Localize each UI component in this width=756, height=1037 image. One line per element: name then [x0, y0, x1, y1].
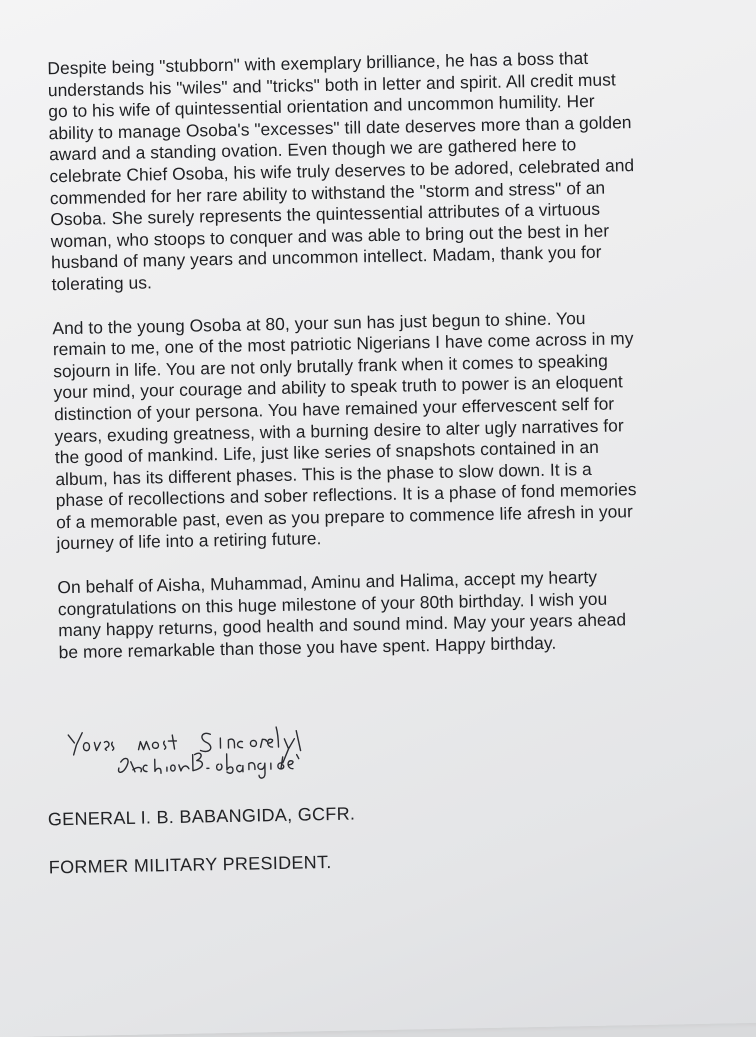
paragraph-birthday-wishes: On behalf of Aisha, Muhammad, Aminu and Halima, accept my hearty congratulations on this huge milestone of your 80th birthday. I wish you many happy returns, good health and sound mind. May your years ahead be more remarkable than those you have spent. Happy birthday. [57, 566, 627, 663]
paragraph-osoba-at-80: And to the young Osoba at 80, your sun has just begun to shine. You remain to me, one of the most patriotic Nigerians I have come across in my sojourn in life. You are not only brutally frank when it comes to speaking your mind, your courage and ability to speak truth to power is an eloquent distinction of your persona. You have remained your effervescent self for years, exuding greatness, with a burning desire to alter ugly narratives for the good of mankind. Life, just like series of snapshots contained in an album, has its different phases. This is the phase to slow down. It is a phase of recollections and sober reflections. It is a phase of fond memories of a memorable past, even as you prepare to commence life afresh in your journey of life into a retiring future. [52, 307, 637, 554]
letter-body [47, 45, 732, 878]
signatory-name: GENERAL I. B. BABANGIDA, GCFR. [47, 803, 356, 830]
signatory-block [47, 778, 357, 904]
signatory-title: FORMER MILITARY PRESIDENT. [48, 852, 332, 878]
letter-closing [47, 711, 732, 878]
paragraph-wife-tribute: Despite being "stubborn" with exemplary brilliance, he has a boss that understands his "wiles" and "tricks" both in letter and spirit. All credit must go to his wife of quintessential orientation and uncommon humility. Her ability to manage Osoba's "excesses" till date deserves more than a golden award and a standing ovation. Even though we are gathered here to celebrate Chief Osoba, his wife truly deserves to be adored, celebrated and commended for her rare ability to withstand the "storm and stress" of an Osoba. She surely represents the quintessential attributes of a virtuous woman, who stoops to conquer and was able to bring out the best in her husband of many years and uncommon intellect. Madam, thank you for tolerating us. [47, 47, 635, 295]
